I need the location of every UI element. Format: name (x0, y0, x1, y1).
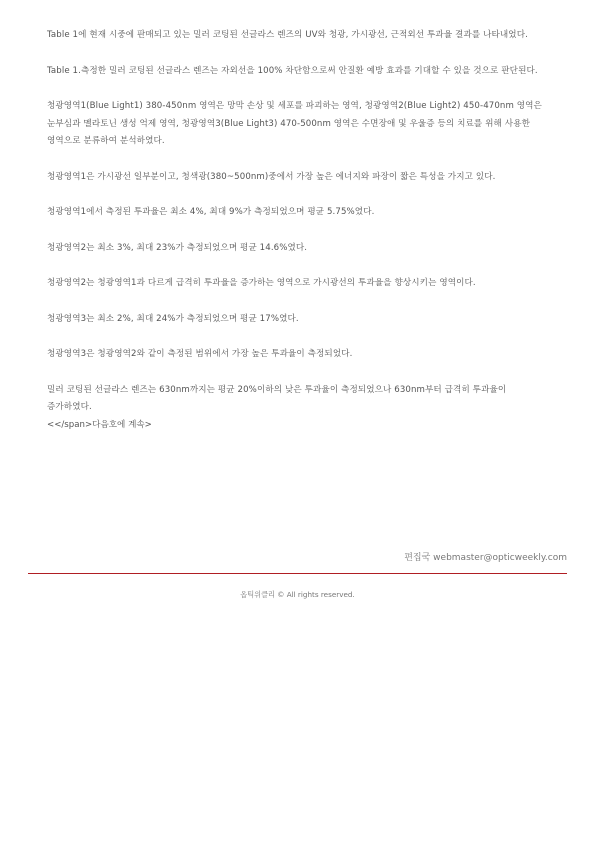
footer-divider (28, 573, 567, 574)
article-paragraph: Table 1에 현재 시중에 판매되고 있는 밀러 코팅된 선글라스 렌즈의 UV와 청광, 가시광선, 근적외선 투과율 결과를 나타내었다. (47, 30, 528, 40)
editor-label: 편집국 (404, 553, 431, 563)
article-paragraph: 청광영역3은 청광영역2와 같이 측정된 범위에서 가장 높은 투과율이 측정되었다. (47, 349, 353, 359)
article-paragraph: 청광영역2는 최소 3%, 최대 23%가 측정되었으며 평균 14.6%였다. (47, 242, 308, 253)
editor-credit (404, 550, 567, 563)
article-paragraph: 청광영역1(Blue Light1) 380-450nm 영역은 망막 손상 및 세포를 파괴하는 영역, 청광영역2(Blue Light2) 450-470nm 영역은 눈부심과 멜라토닌 생성 억제 영역, 청광영역3(Blue Light3) 470-500nm 영역은 수면장애 및 우울증 등의 치료를 위해 사용한 영역으로 분류하여 분석하였다. (47, 101, 542, 146)
article-paragraph: 청광영역1은 가시광선 일부분이고, 청색광(380~500nm)중에서 가장 높은 에너지와 파장이 짧은 특성을 가지고 있다. (47, 171, 496, 182)
article-body (47, 27, 552, 434)
article-paragraph: 청광영역3는 최소 2%, 최대 24%가 측정되었으며 평균 17%였다. (47, 313, 299, 324)
continue-notice: <</span>다음호에 계속> (47, 419, 152, 430)
copyright-notice: 옵틱위클리 © All rights reserved. (240, 590, 355, 599)
article-paragraph: 청광영역1에서 측정된 투과율은 최소 4%, 최대 9%가 측정되었으며 평균 5.75%였다. (47, 207, 375, 217)
article-paragraph: 청광영역2는 청광영역1과 다르게 급격히 투과율을 증가하는 영역으로 가시광선의 투과율을 향상시키는 영역이다. (47, 278, 476, 288)
article-paragraph: 밀러 코팅된 선글라스 렌즈는 630nm까지는 평균 20%이하의 낮은 투과율이 측정되었으나 630nm부터 급격히 투과율이 증가하였다. (47, 384, 507, 412)
article-paragraph: Table 1.측정한 밀러 코팅된 선글라스 렌즈는 자외선을 100% 차단함으로써 안질환 예방 효과를 기대할 수 있을 것으로 판단된다. (47, 65, 538, 76)
editor-email-link[interactable]: webmaster@opticweekly.com (433, 553, 567, 563)
